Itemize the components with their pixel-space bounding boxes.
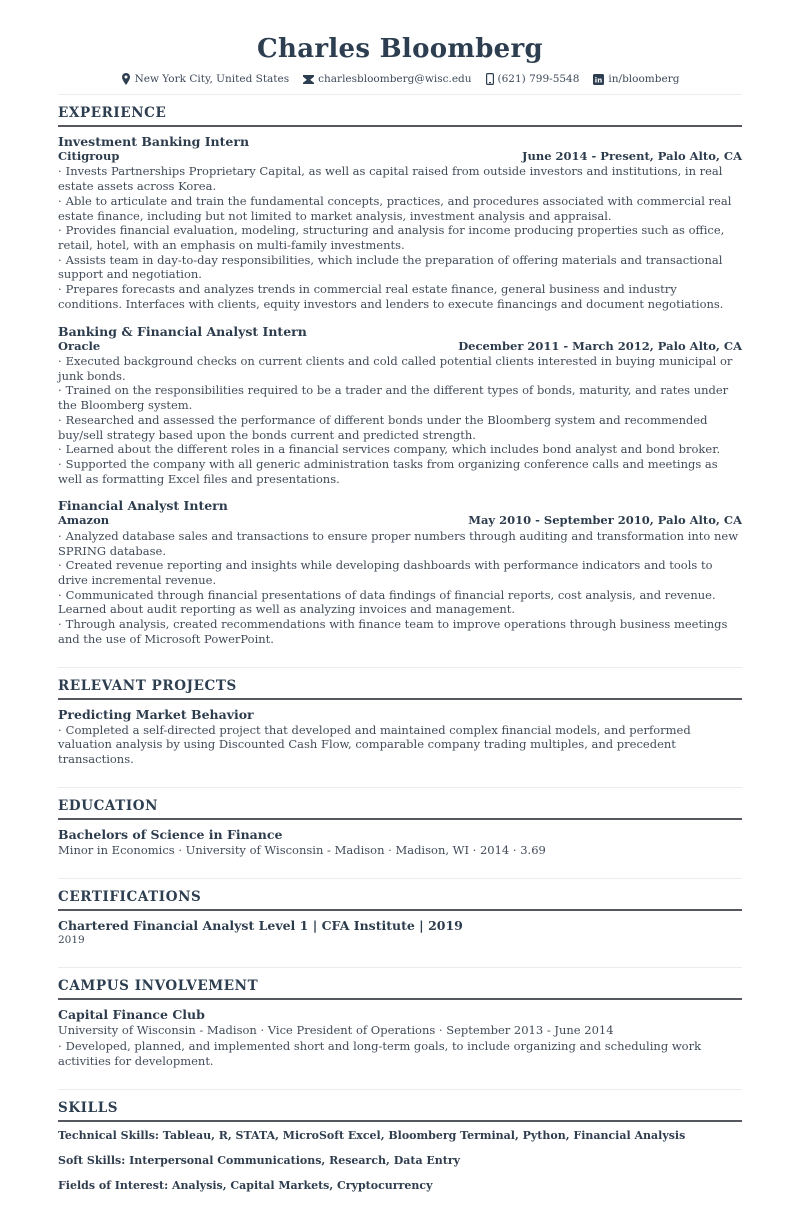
phone-icon: [486, 73, 494, 85]
contact-phone: [486, 73, 580, 85]
bullet-text: Trained on the responsibilities required to be a trader and the different types of bonds, maturity, and rates under the Bloomberg system.: [58, 383, 729, 413]
section-entries: [58, 911, 742, 959]
bullet-marker: ·: [58, 353, 62, 368]
bullet-item: [58, 282, 742, 311]
bullet-text: Through analysis, created recommendations with finance team to improve operations through business meetings and the use of Microsoft PowerPoint.: [58, 617, 728, 646]
entry-subline: Minor in Economics · University of Wisconsin - Madison · Madison, WI · 2014 · 3.69: [58, 842, 546, 857]
bullet-marker: ·: [58, 1039, 62, 1054]
bullet-item: [58, 354, 742, 383]
contact-linkedin: [593, 73, 679, 85]
section-entries: [58, 700, 742, 778]
bullet-text: Executed background checks on current clients and cold called potential clients interested in buying municipal or junk bonds.: [58, 353, 733, 383]
entry-bullets: [58, 723, 742, 767]
skill-line: Soft Skills: Interpersonal Communications, Research, Data Entry: [58, 1153, 461, 1167]
bullet-marker: ·: [58, 164, 62, 179]
entry: [58, 134, 742, 312]
entry-heading: Chartered Financial Analyst Level 1 | CFA Institute | 2019: [58, 917, 463, 933]
resume-section: [58, 1089, 742, 1205]
bullet-marker: ·: [58, 617, 62, 632]
entry-subline: University of Wisconsin - Madison · Vice President of Operations · September 2013 - June 2014: [58, 1023, 614, 1038]
entry-organization: Amazon: [58, 513, 110, 528]
linkedin-icon: [593, 74, 604, 85]
section-separator: [58, 94, 742, 95]
resume-header: [58, 34, 742, 85]
bullet-marker: ·: [58, 528, 62, 543]
section-entries: [58, 820, 742, 869]
contact-location-text: New York City, United States: [134, 73, 290, 85]
resume-section: [58, 787, 742, 869]
section-title: CAMPUS INVOLVEMENT: [58, 978, 742, 1000]
bullet-text: Able to articulate and train the fundamental concepts, practices, and procedures associated with commercial real estate finance, including but not limited to market analysis, investment analysis and appraisal.: [58, 193, 732, 223]
bullet-text: Supported the company with all generic administration tasks from organizing conference calls and meetings as well as formatting Excel files and presentations.: [58, 456, 718, 486]
resume-section: [58, 967, 742, 1079]
contact-location: [121, 73, 290, 85]
contact-linkedin-text: in/bloomberg: [608, 73, 680, 85]
bullet-text: Created revenue reporting and insights while developing dashboards with performance indicators and tools to drive incremental revenue.: [58, 558, 713, 587]
entry-organization: Citigroup: [58, 149, 120, 163]
contact-phone-text: (621) 799-5548: [497, 73, 580, 85]
bullet-marker: ·: [58, 558, 62, 573]
entry-heading: Predicting Market Behavior: [58, 706, 254, 722]
bullet-text: Analyzed database sales and transactions to ensure proper numbers through auditing and transformation into new SPRING database.: [58, 528, 739, 558]
section-entries: [58, 1122, 742, 1205]
contact-email: [303, 73, 471, 85]
section-title: SKILLS: [58, 1100, 742, 1122]
bullet-item: [58, 1039, 742, 1068]
skill-line: Technical Skills: Tableau, R, STATA, MicroSoft Excel, Bloomberg Terminal, Python, Financial Analysis: [58, 1128, 686, 1142]
entry-subline: 2019: [58, 933, 85, 946]
contact-row: [58, 73, 742, 85]
entry-date-location: June 2014 - Present, Palo Alto, CA: [522, 149, 742, 163]
entry-heading: Banking & Financial Analyst Intern: [58, 323, 307, 339]
resume-section: [58, 94, 742, 658]
section-separator: [58, 1089, 742, 1090]
bullet-item: [58, 223, 742, 252]
bullet-text: Invests Partnerships Proprietary Capital, as well as capital raised from outside investors and institutions, in real estate assets across Korea.: [58, 164, 723, 194]
location-pin-icon: [121, 73, 131, 85]
bullet-item: [58, 442, 742, 457]
entry-bullets: [58, 164, 742, 311]
svg-text:in: in: [595, 75, 603, 84]
section-title: EXPERIENCE: [58, 105, 742, 127]
entry-heading: Investment Banking Intern: [58, 134, 250, 149]
bullet-item: [58, 723, 742, 767]
section-entries: [58, 1000, 742, 1079]
bullet-text: Assists team in day-to-day responsibilities, which include the preparation of offering materials and transactional support and negotiation.: [58, 252, 723, 282]
entry-meta-row: [58, 149, 742, 163]
contact-email-text: charlesbloomberg@wisc.edu: [318, 73, 472, 85]
resume-section: [58, 878, 742, 959]
bullet-item: [58, 617, 742, 646]
bullet-item: [58, 194, 742, 223]
section-title: EDUCATION: [58, 798, 742, 820]
bullet-text: Communicated through financial presentations of data findings of financial reports, cost analysis, and revenue. Learned about audit reporting as well as analyzing invoices and management.: [58, 587, 716, 617]
entry: [58, 498, 742, 646]
entry: [58, 918, 742, 948]
section-entries: [58, 127, 742, 658]
entry-heading: Bachelors of Science in Finance: [58, 826, 283, 842]
entry: [58, 1007, 742, 1068]
bullet-marker: ·: [58, 223, 62, 238]
bullet-marker: ·: [58, 412, 62, 427]
entry: [58, 707, 742, 767]
bullet-text: Researched and assessed the performance of different bonds under the Bloomberg system and recommended buy/sell strategy based upon the bonds current and predicted strength.: [58, 412, 708, 442]
bullet-marker: ·: [58, 282, 62, 297]
bullet-marker: ·: [58, 383, 62, 398]
bullet-marker: ·: [58, 252, 62, 267]
resume-body: [58, 94, 742, 1205]
entry: [58, 827, 742, 858]
candidate-name: Charles Bloomberg: [257, 34, 543, 64]
bullet-item: [58, 457, 742, 486]
bullet-item: [58, 413, 742, 442]
bullet-item: [58, 383, 742, 412]
section-separator: [58, 878, 742, 879]
bullet-item: [58, 164, 742, 193]
entry: [58, 324, 742, 487]
bullet-marker: ·: [58, 722, 62, 737]
bullet-item: [58, 558, 742, 587]
bullet-marker: ·: [58, 193, 62, 208]
entry-bullets: [58, 529, 742, 647]
bullet-text: Prepares forecasts and analyzes trends in commercial real estate finance, general business and industry conditions. Interfaces with clients, equity investors and lenders to execute financings and document negotiations.: [58, 282, 724, 311]
bullet-text: Developed, planned, and implemented short and long-term goals, to include organizing and scheduling work activities for development.: [58, 1039, 702, 1068]
entry-meta-row: [58, 339, 742, 353]
section-separator: [58, 787, 742, 788]
entry-bullets: [58, 354, 742, 486]
resume-section: [58, 667, 742, 778]
entry-date-location: May 2010 - September 2010, Palo Alto, CA: [468, 513, 742, 528]
entry-meta-row: [58, 513, 742, 527]
bullet-item: [58, 588, 742, 617]
entry-bullets: [58, 1039, 742, 1068]
section-separator: [58, 967, 742, 968]
bullet-marker: ·: [58, 587, 62, 602]
entry-date-location: December 2011 - March 2012, Palo Alto, CA: [458, 338, 742, 353]
section-title: CERTIFICATIONS: [58, 889, 742, 911]
section-separator: [58, 667, 742, 668]
skill-line: Fields of Interest: Analysis, Capital Markets, Cryptocurrency: [58, 1179, 433, 1193]
bullet-text: Completed a self-directed project that developed and maintained complex financial models, and performed valuation analysis by using Discounted Cash Flow, comparable company trading multiples, and precedent transactions.: [58, 722, 691, 766]
section-title: RELEVANT PROJECTS: [58, 678, 742, 700]
email-icon: [303, 75, 314, 84]
bullet-text: Learned about the different roles in a financial services company, which includes bond analyst and bond broker.: [65, 442, 721, 457]
bullet-marker: ·: [58, 456, 62, 471]
bullet-item: [58, 529, 742, 558]
entry-organization: Oracle: [58, 338, 101, 353]
bullet-text: Provides financial evaluation, modeling, structuring and analysis for income producing properties such as office, retail, hotel, with an emphasis on multi-family investments.: [58, 223, 725, 252]
entry-heading: Capital Finance Club: [58, 1007, 205, 1023]
bullet-marker: ·: [58, 442, 62, 457]
bullet-item: [58, 253, 742, 282]
entry-heading: Financial Analyst Intern: [58, 498, 228, 514]
